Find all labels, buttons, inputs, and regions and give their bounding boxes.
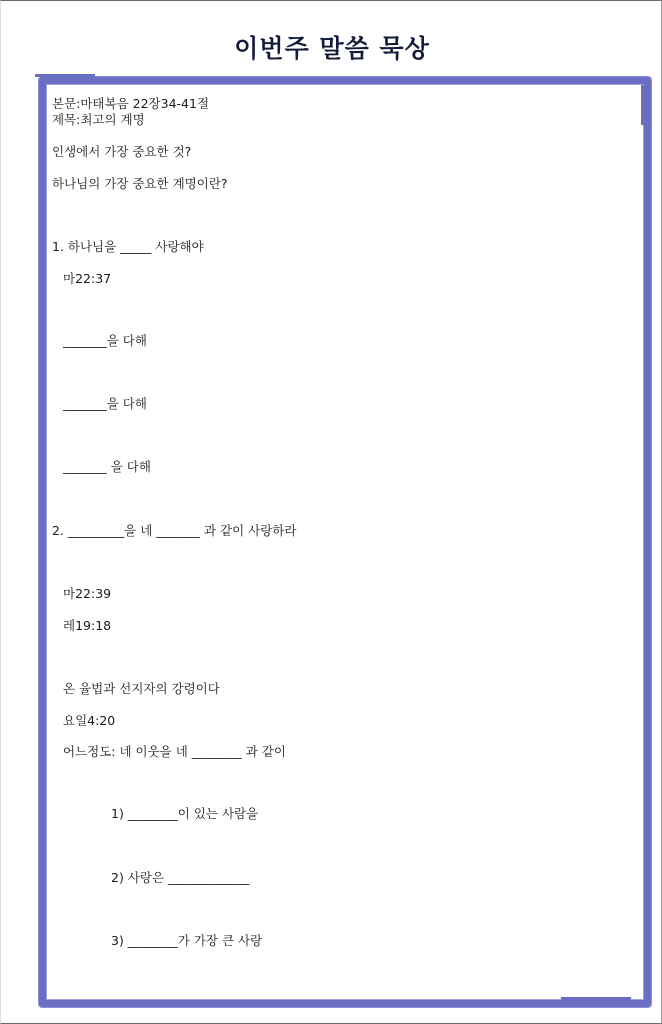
frame-brush-mark-bottom (561, 997, 631, 1000)
frame-brush-mark-top (35, 74, 95, 77)
section1-blank-3: _______ 을 다해 (63, 459, 151, 474)
section1-blank-2: _______을 다해 (63, 396, 147, 411)
section2-reference-2: 레19:18 (63, 618, 112, 633)
passage-line: 본문:마태복음 22장34-41절 (52, 96, 210, 111)
page-title: 이번주 말씀 묵상 (234, 34, 430, 63)
section1-reference: 마22:37 (63, 271, 112, 286)
section2-reference-3: 요일4:20 (63, 713, 116, 728)
intro-question-2: 하나님의 가장 중요한 계명이란? (52, 176, 228, 191)
subject-line: 제목:최고의 계명 (52, 112, 145, 127)
section2-degree-line: 어느정도: 네 이웃을 네 ________ 과 같이 (63, 744, 286, 759)
section2-reference-1: 마22:39 (63, 586, 112, 601)
section2-item-3: 3) ________가 가장 큰 사랑 (111, 933, 263, 948)
section2-law-statement: 온 율법과 선지자의 강령이다 (63, 681, 220, 696)
section1-blank-1: _______을 다해 (63, 333, 147, 348)
intro-question-1: 인생에서 가장 중요한 것? (52, 144, 192, 159)
section1-heading: 1. 하나님을 _____ 사랑해야 (52, 239, 204, 254)
section2-item-2: 2) 사랑은 _____________ (111, 870, 250, 885)
section2-heading: 2. _________을 네 _______ 과 같이 사랑하라 (52, 523, 297, 538)
frame-brush-mark-right (641, 85, 644, 125)
content-frame (39, 77, 651, 1007)
section2-item-1: 1) ________이 있는 사람을 (111, 806, 259, 821)
